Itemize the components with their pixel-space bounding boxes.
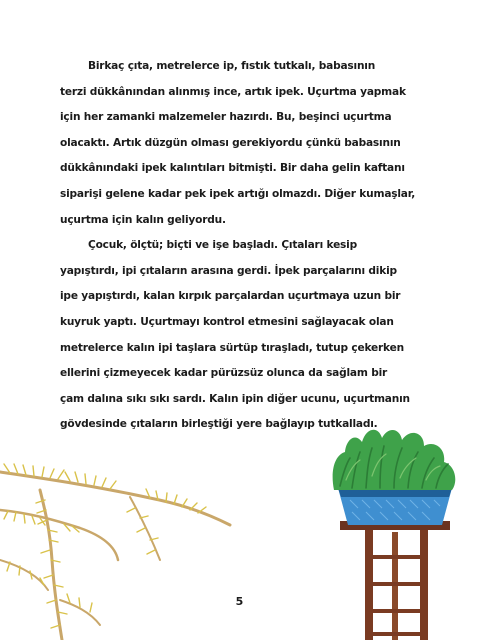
text-line: yapıştırdı, ipi çıtaların arasına gerdi. İpek parçalarını dikip xyxy=(60,264,397,277)
text-line: terzi dükkânından alınmış ince, artık ipek. Uçurtma yapmak xyxy=(60,85,406,98)
text-line: Çocuk, ölçtü; biçti ve işe başladı. Çıtaları kesip xyxy=(88,239,357,252)
text-line: çam dalına sıkı sıkı sardı. Kalın ipin diğer ucunu, uçurtmanın xyxy=(60,392,410,405)
potted-plant-illustration xyxy=(333,430,456,640)
text-line: gövdesinde çıtaların birleştiği yere bağlayıp tutkalladı. xyxy=(60,418,378,431)
text-line: ellerini çizmeyecek kadar pürüzsüz olunca da sağlam bir xyxy=(60,367,388,380)
text-line: için her zamanki malzemeler hazırdı. Bu, beşinci uçurtma xyxy=(60,111,392,124)
text-line: uçurtma için kalın geliyordu. xyxy=(60,213,226,226)
page-number: 5 xyxy=(235,595,244,608)
text-line: dükkânındaki ipek kalıntıları bitmişti. Bir daha gelin kaftanı xyxy=(60,162,405,175)
text-line: metrelerce kalın ipi taşlara sürtüp tıraşladı, tutup çekerken xyxy=(60,341,404,354)
pine-branch-illustration xyxy=(0,472,230,640)
text-line: olacaktı. Artık düzgün olması gerekiyordu çünkü babasının xyxy=(60,136,401,149)
paragraph-2 xyxy=(60,233,432,438)
story-text xyxy=(60,54,432,438)
paragraph-1 xyxy=(60,54,432,233)
text-line: Birkaç çıta, metrelerce ip, fıstık tutkalı, babasının xyxy=(88,60,376,72)
text-line: ipe yapıştırdı, kalan kırpık parçalardan uçurtmaya uzun bir xyxy=(60,290,401,303)
text-line: kuyruk yaptı. Uçurtmayı kontrol etmesini sağlayacak olan xyxy=(60,315,394,328)
text-line: siparişi gelene kadar pek ipek artığı olmazdı. Diğer kumaşlar, xyxy=(60,187,416,200)
